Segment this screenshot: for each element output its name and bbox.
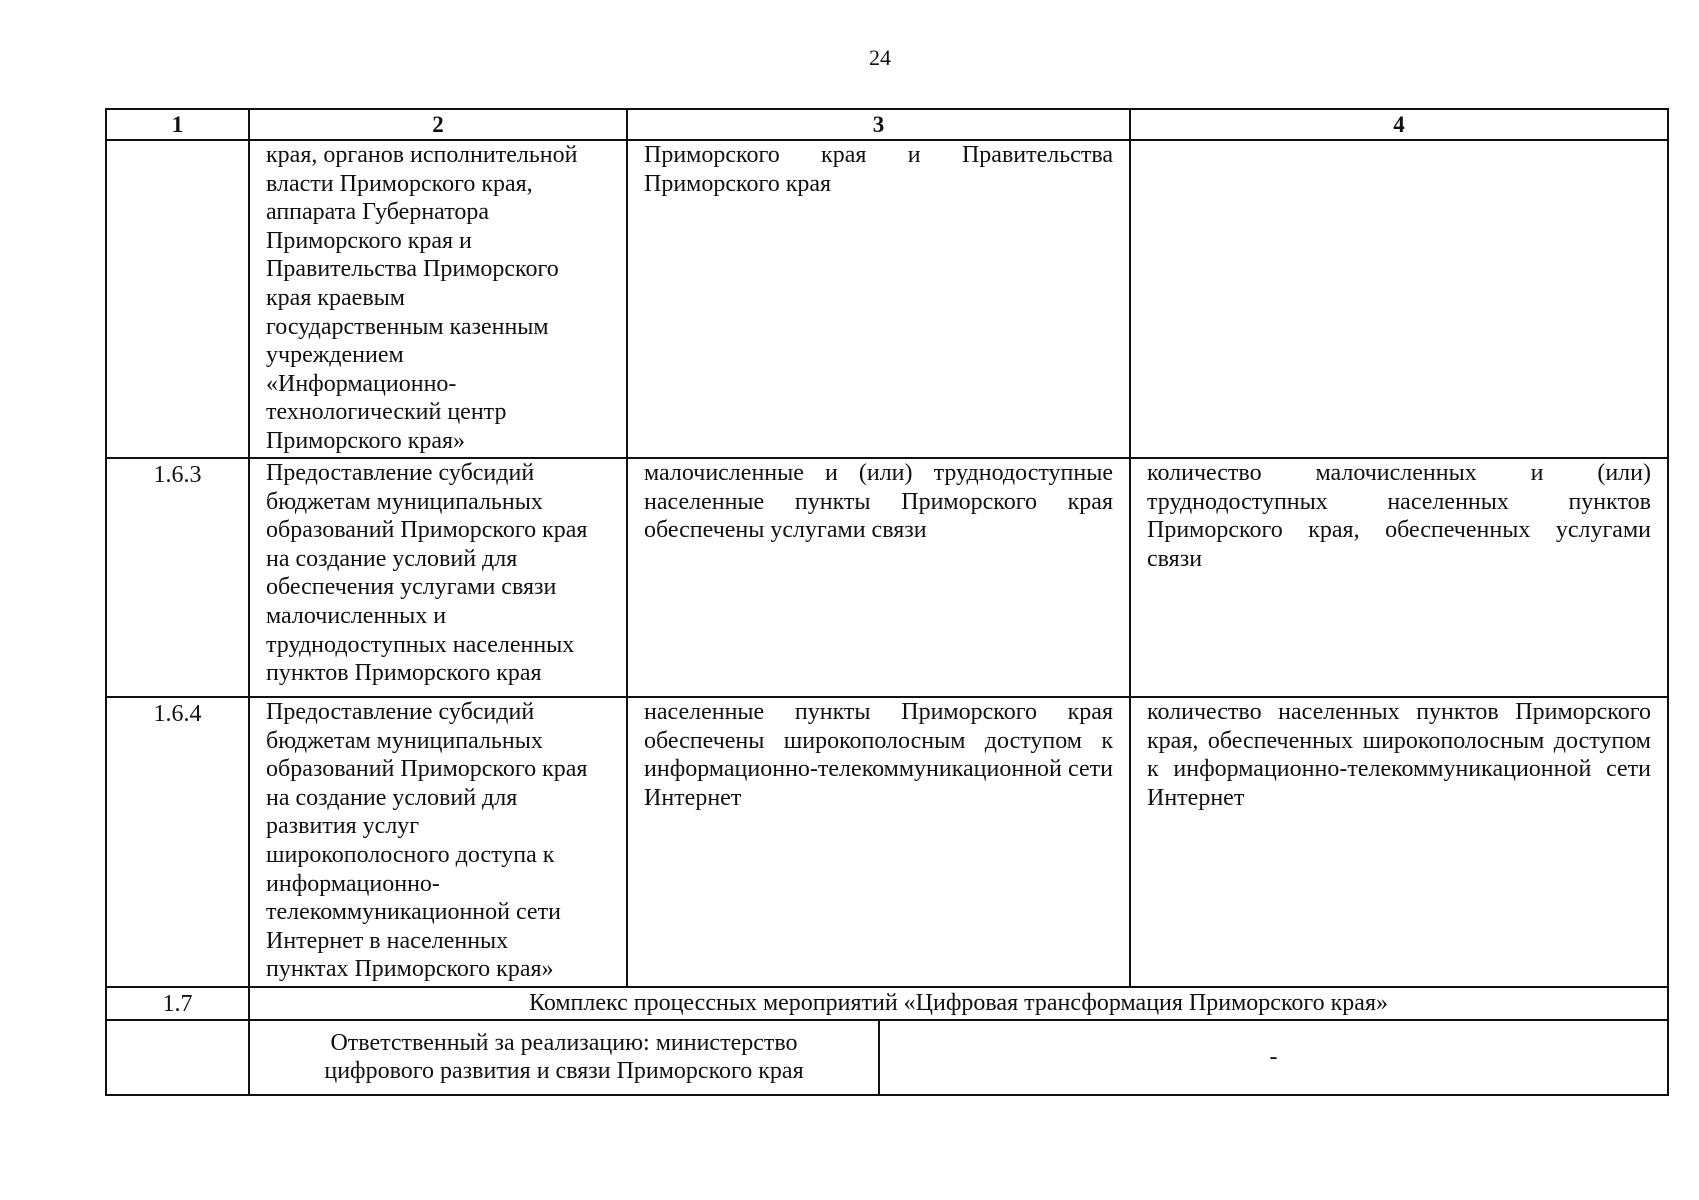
program-table bbox=[105, 108, 1669, 1096]
responsible-value: - bbox=[1269, 1043, 1278, 1070]
empty-number-cell bbox=[106, 1020, 249, 1095]
column-header-3: 3 bbox=[627, 109, 1130, 140]
row-number: 1.6.3 bbox=[106, 458, 249, 697]
section-row bbox=[106, 987, 1668, 1020]
table-row bbox=[106, 697, 1668, 987]
page-number: 24 bbox=[869, 45, 891, 70]
indicator-cell bbox=[1130, 140, 1668, 458]
table-row bbox=[106, 458, 1668, 697]
column-header-4: 4 bbox=[1130, 109, 1668, 140]
measure-name-cell: Предоставление субсидий бюджетам муниципальных образований Приморского края на создание условий для обеспечения услугами связи малочисленных и труднодоступных населенных пунктов Приморского края bbox=[249, 458, 627, 697]
result-cell: Приморского края и Правительства Приморского края bbox=[627, 140, 1130, 458]
section-title: Комплекс процессных мероприятий «Цифровая трансформация Приморского края» bbox=[249, 987, 1668, 1020]
column-header-1: 1 bbox=[106, 109, 249, 140]
responsible-text: Ответственный за реализацию: министерство цифрового развития и связи Приморского края bbox=[250, 1021, 880, 1094]
table-row bbox=[106, 140, 1668, 458]
row-number bbox=[106, 140, 249, 458]
indicator-cell: количество малочисленных и (или) труднодоступных населенных пунктов Приморского края, обеспеченных услугами связи bbox=[1130, 458, 1668, 697]
result-cell: малочисленные и (или) труднодоступные населенные пункты Приморского края обеспечены услугами связи bbox=[627, 458, 1130, 697]
section-number: 1.7 bbox=[106, 987, 249, 1020]
measure-name-cell: Предоставление субсидий бюджетам муниципальных образований Приморского края на создание условий для развития услуг широкополосного доступа к информационно- телекоммуникационной сети Интернет в населенных пунктах Приморского края» bbox=[249, 697, 627, 987]
column-header-2: 2 bbox=[249, 109, 627, 140]
row-number: 1.6.4 bbox=[106, 697, 249, 987]
responsible-row bbox=[106, 1020, 1668, 1095]
indicator-cell: количество населенных пунктов Приморского края, обеспеченных широкополосным доступом к информационно-телекоммуникационной сети Интернет bbox=[1130, 697, 1668, 987]
table-header-row bbox=[106, 109, 1668, 140]
measure-name-cell: края, органов исполнительной власти Приморского края, аппарата Губернатора Приморского края и Правительства Приморского края краевым государственным казенным учреждением «Информационно- технологический центр Приморского края» bbox=[249, 140, 627, 458]
result-cell: населенные пункты Приморского края обеспечены широкополосным доступом к информационно-телекоммуникационной сети Интернет bbox=[627, 697, 1130, 987]
responsible-container bbox=[249, 1020, 1668, 1095]
